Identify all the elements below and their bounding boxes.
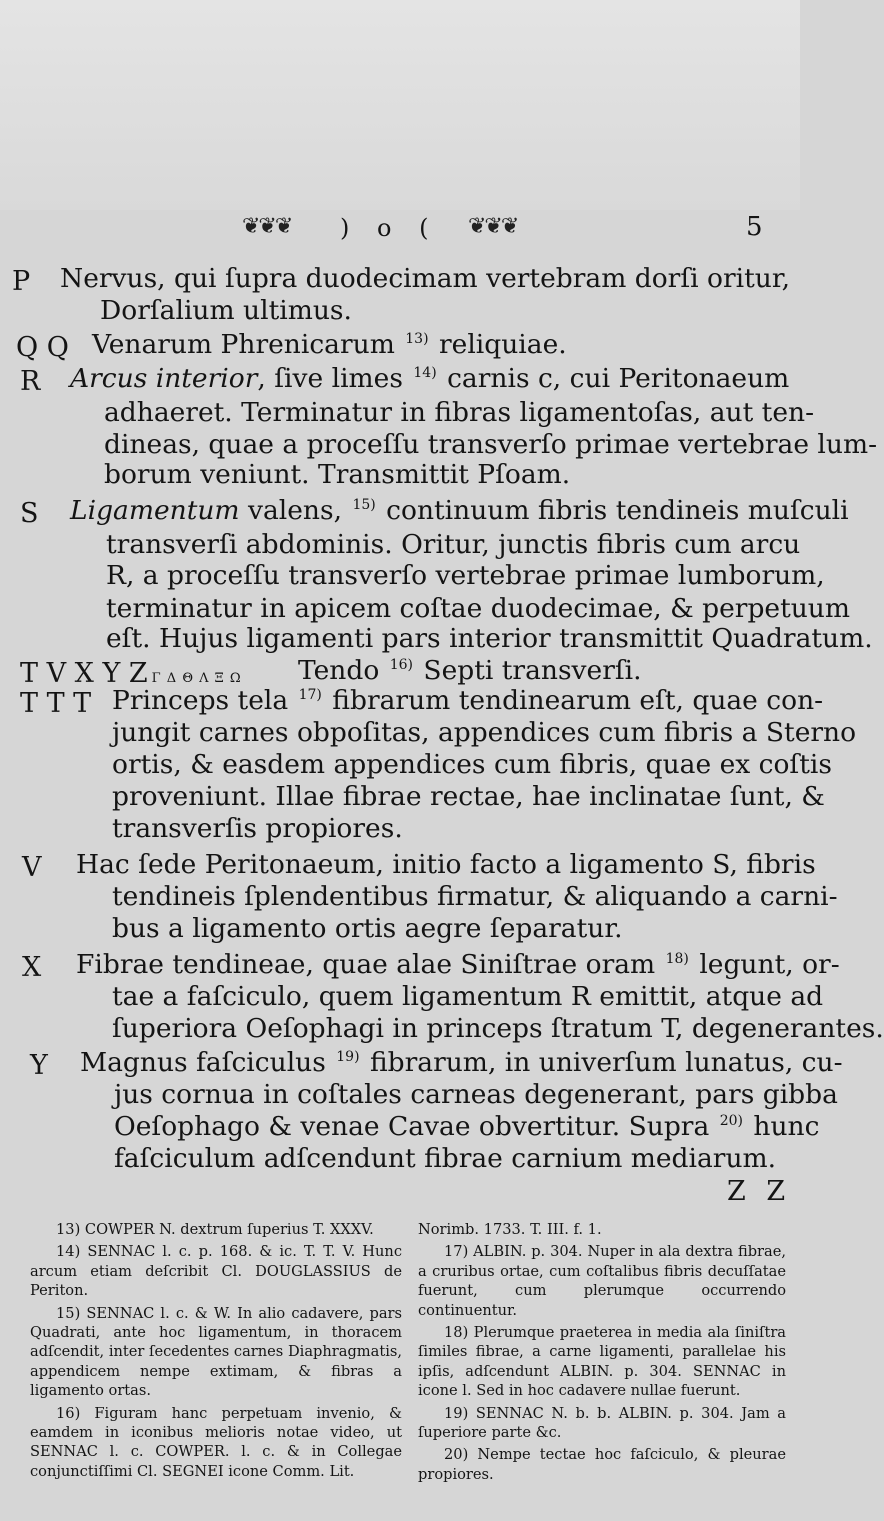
entry-line: tae a faſciculo, quem ligamentum R emittit, atque ad [112, 981, 824, 1012]
entry-line: faſciculum adſcendunt fibrae carnium mediarum. [114, 1143, 777, 1174]
footnote: 17) ALBIN. p. 304. Nuper in ala dextra fibrae, a cruribus ortae, cum coſtalibus fibris decuſſatae fuerunt, cum plerumque occurrendo continuentur. [418, 1243, 786, 1319]
footnote: 16) Figuram hanc perpetuam invenio, & eamdem in iconibus melioris notae video, ut SENNAC l. c. COWPER. l. c. & in Collegae conjunctiſſimi Cl. SEGNEI icone Comm. Lit. [30, 1404, 402, 1480]
entry-line: Dorſalium ultimus. [100, 295, 352, 326]
catchword: Z Z [727, 1176, 792, 1207]
entry-line: borum veniunt. Transmittit Pſoam. [104, 459, 571, 490]
entry-line: transverſis propiores. [112, 813, 403, 844]
entry-key: S [20, 498, 39, 529]
entry-line: eſt. Hujus ligamenti pars interior transmittit Quadratum. [106, 623, 873, 654]
entry-line: Princeps tela $^{17)}$ fibrarum tendinearum eſt, quae con- [112, 685, 824, 716]
entry-line: jungit carnes obpoſitas, appendices cum fibris a Sterno [112, 717, 857, 748]
running-header [0, 208, 800, 248]
entry-line: Ligamentum valens, $^{15)}$ continuum fibris tendineis muſculi [70, 495, 849, 526]
footnote: 20) Nempe tectae hoc faſciculo, & pleurae propiores. [418, 1446, 786, 1483]
footnote-ref: 13) [405, 331, 429, 347]
entry-line: Venarum Phrenicarum $^{13)}$ reliquiae. [92, 329, 567, 360]
entry-line: Arcus interior, ſive limes $^{14)}$ carnis c, cui Peritonaeum [70, 363, 790, 394]
entry-line: Fibrae tendineae, quae alae Siniſtrae oram $^{18)}$ legunt, or- [76, 949, 840, 980]
page-number: 5 [746, 212, 763, 242]
page-blank-top [0, 0, 800, 210]
entry-key: R [20, 366, 41, 397]
ornament-right: ❦❦❦ [468, 214, 518, 239]
entry-key: V [22, 852, 42, 883]
footnotes-right-column [418, 1220, 786, 1487]
entry-line: ortis, & easdem appendices cum fibris, quae ex coſtis [112, 749, 832, 780]
footnote-ref: 17) [298, 687, 322, 703]
entry-line: proveniunt. Illae fibrae rectae, hae inclinatae ſunt, & [112, 781, 825, 812]
entry-line: Magnus faſciculus $^{19)}$ fibrarum, in univerſum lunatus, cu- [80, 1047, 843, 1078]
entry-line: adhaeret. Terminatur in fibras ligamentoſas, aut ten- [104, 397, 815, 428]
entry-key: Q Q [16, 332, 69, 363]
footnote-ref: 14) [413, 365, 437, 381]
entry-line: jus cornua in coſtales carneas degenerant, pars gibba [114, 1079, 838, 1110]
header-center: ) o ( [340, 214, 439, 242]
entry-line: R, a proceſſu transverſo vertebrae primae lumborum, [106, 560, 825, 591]
entry-key: X [22, 952, 42, 983]
footnote: 18) Plerumque praeterea in media ala ſiniſtra ſimiles fibrae, a carne ligamenti, parallelae his ipſis, adſcendunt ALBIN. p. 304. SENNAC in icone l. Sed in hoc cadavere nullae fuerunt. [418, 1324, 786, 1400]
entry-key: Y [30, 1050, 48, 1081]
footnotes-left-column [30, 1220, 402, 1484]
entry-line: Nervus, qui ſupra duodecimam vertebram dorſi oritur, [60, 263, 791, 294]
entry-line: Oeſophago & venae Cavae obvertitur. Supra $^{20)}$ hunc [114, 1111, 820, 1142]
footnote-ref: 20) [719, 1113, 743, 1129]
footnote: 13) COWPER N. dextrum ſuperius T. XXXV. [56, 1221, 374, 1238]
footnote-ref: 18) [665, 951, 689, 967]
entry-line: Tendo $^{16)}$ Septi transverſi. [298, 655, 642, 686]
entry-key: T V X Y Z Γ Δ Θ Λ Ξ Ω [20, 658, 242, 689]
footnote-ref: 16) [389, 657, 413, 673]
entry-key: T T T [20, 688, 92, 719]
entry-line: terminatur in apicem coſtae duodecimae, & perpetuum [106, 593, 851, 624]
entry-line: dineas, quae a proceſſu transverſo primae vertebrae lum- [104, 429, 878, 460]
footnote-ref: 15) [352, 497, 376, 513]
footnote: Norimb. 1733. T. III. f. 1. [418, 1221, 602, 1238]
footnote: 19) SENNAC N. b. b. ALBIN. p. 304. Jam a ſuperiore parte &c. [418, 1404, 786, 1442]
footnote: 14) SENNAC l. c. p. 168. & ic. T. T. V. Hunc arcum etiam deſcribit Cl. DOUGLASSIUS de Periton. [30, 1243, 402, 1300]
entry-key: P [12, 266, 31, 297]
entry-line: transverſi abdominis. Oritur, junctis fibris cum arcu [106, 529, 801, 560]
ornament-left: ❦❦❦ [242, 214, 292, 239]
entry-line: ſuperiora Oeſophagi in princeps ſtratum T, degenerantes. [112, 1013, 884, 1044]
entry-line: tendineis ſplendentibus firmatur, & aliquando a carni- [112, 881, 838, 912]
footnote-ref: 19) [336, 1049, 360, 1065]
entry-line: Hac ſede Peritonaeum, initio facto a ligamento S, fibris [76, 849, 816, 880]
footnote: 15) SENNAC l. c. & W. In alio cadavere, pars Quadrati, ante hoc ligamentum, in thoracem adſcendit, inter ſecedentes carnes Diaphragmatis, appendicem nempe extimam, & fibras a ligamento ortas. [30, 1304, 402, 1400]
entry-key-greek: Γ Δ Θ Λ Ξ Ω [151, 671, 242, 686]
entry-line: bus a ligamento ortis aegre ſeparatur. [112, 913, 623, 944]
